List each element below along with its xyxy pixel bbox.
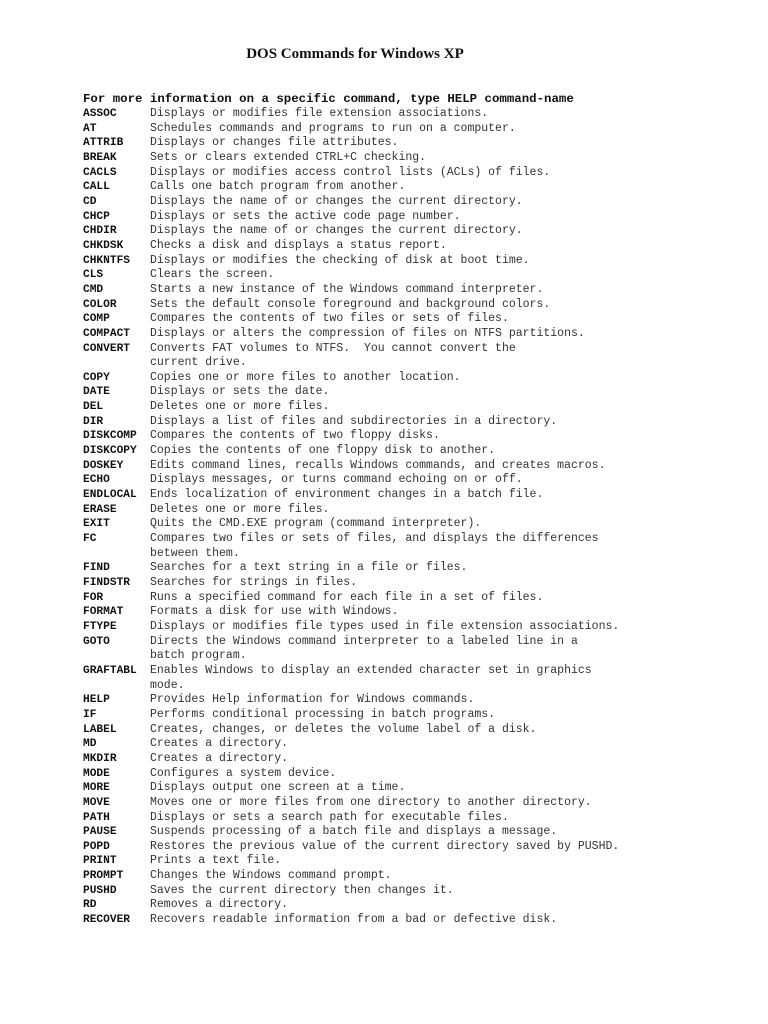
command-description: Schedules commands and programs to run on a computer.: [150, 121, 516, 135]
command-row: [83, 268, 723, 283]
command-name: PAUSE: [83, 826, 117, 839]
command-description: Checks a disk and displays a status report.: [150, 238, 447, 252]
command-description: Creates a directory.: [150, 751, 289, 765]
command-row: [83, 664, 723, 693]
command-name: CALL: [83, 181, 110, 194]
command-description: Clears the screen.: [150, 268, 275, 282]
command-description: Formats a disk for use with Windows.: [150, 605, 399, 619]
command-name: RECOVER: [83, 914, 130, 927]
command-row: [83, 298, 723, 313]
command-name: IF: [83, 708, 97, 721]
command-name: MOVE: [83, 796, 110, 809]
command-name: FINDSTR: [83, 577, 130, 589]
command-name: COMP: [83, 313, 110, 326]
command-description: Copies one or more files to another location.: [150, 370, 461, 384]
command-row: [83, 576, 723, 591]
command-name: LABEL: [83, 723, 117, 736]
command-name: MORE: [83, 782, 110, 795]
page-title: DOS Commands for Windows XP: [246, 46, 464, 62]
command-row: [83, 107, 723, 122]
command-name: COPY: [83, 371, 110, 384]
command-row: [83, 532, 723, 561]
command-row: [83, 342, 723, 371]
command-name: CD: [83, 195, 97, 208]
command-description: Saves the current directory then changes it.: [150, 883, 454, 897]
command-name: CHDIR: [83, 225, 117, 238]
command-name: DOSKEY: [83, 459, 124, 472]
command-name: EXIT: [83, 518, 110, 531]
command-name: MODE: [83, 767, 110, 780]
command-description: Sets the default console foreground and background colors.: [150, 297, 551, 311]
command-description: Quits the CMD.EXE program (command interpreter).: [150, 517, 482, 531]
command-description: Creates, changes, or deletes the volume label of a disk.: [150, 722, 537, 736]
command-description: Displays or sets a search path for executable files.: [150, 810, 509, 824]
command-name: COLOR: [83, 298, 117, 311]
command-description: Moves one or more files from one directory to another directory.: [150, 795, 592, 809]
command-row: [83, 517, 723, 532]
command-description: Searches for a text string in a file or files.: [150, 561, 468, 575]
command-name: CMD: [83, 283, 104, 296]
command-name: COMPACT: [83, 327, 130, 340]
command-name: MD: [83, 738, 97, 751]
command-description: Compares two files or sets of files, and displays the differences between them.: [150, 532, 599, 560]
command-description: Displays the name of or changes the current directory.: [150, 224, 523, 238]
command-description: Creates a directory.: [150, 737, 289, 751]
command-description: Changes the Windows command prompt.: [150, 869, 392, 883]
command-name: PUSHD: [83, 884, 117, 897]
intro-line: For more information on a specific command, type HELP command-name: [83, 92, 574, 106]
command-row: [83, 371, 723, 386]
command-name: ENDLOCAL: [83, 489, 137, 502]
command-name: FTYPE: [83, 620, 117, 633]
command-description: Displays or modifies file types used in file extension associations.: [150, 619, 620, 633]
command-row: [83, 723, 723, 738]
command-row: [83, 752, 723, 767]
command-row: [83, 166, 723, 181]
command-row: [83, 781, 723, 796]
command-row: [83, 869, 723, 884]
command-name: RD: [83, 899, 97, 912]
command-row: [83, 737, 723, 752]
command-row: [83, 591, 723, 606]
command-description: Displays or sets the active code page number.: [150, 209, 461, 223]
command-description: Displays or modifies file extension associations.: [150, 107, 489, 120]
command-row: [83, 854, 723, 869]
command-name: GOTO: [83, 635, 110, 648]
command-row: [83, 327, 723, 342]
command-name: CONVERT: [83, 342, 130, 355]
command-description: Removes a directory.: [150, 898, 289, 912]
command-description: Ends localization of environment changes in a batch file.: [150, 488, 544, 502]
command-description: Compares the contents of two files or sets of files.: [150, 312, 509, 326]
command-description: Edits command lines, recalls Windows commands, and creates macros.: [150, 458, 606, 472]
command-name: FC: [83, 533, 97, 546]
command-name: AT: [83, 122, 97, 135]
command-name: CLS: [83, 269, 104, 282]
command-row: [83, 195, 723, 210]
command-row: [83, 635, 723, 664]
command-row: [83, 840, 723, 855]
command-description: Enables Windows to display an extended character set in graphics mode.: [150, 663, 592, 692]
command-row: [83, 767, 723, 782]
command-name: ATTRIB: [83, 137, 124, 150]
command-description: Recovers readable information from a bad or defective disk.: [150, 913, 558, 927]
command-row: [83, 400, 723, 415]
command-description: Performs conditional processing in batch programs.: [150, 707, 496, 721]
command-row: [83, 693, 723, 708]
command-description: Provides Help information for Windows commands.: [150, 693, 475, 707]
command-name: FOR: [83, 591, 104, 604]
command-description: Displays or changes file attributes.: [150, 136, 399, 150]
command-description: Deletes one or more files.: [150, 400, 330, 414]
command-description: Suspends processing of a batch file and displays a message.: [150, 825, 558, 839]
command-row: [83, 884, 723, 899]
command-row: [83, 122, 723, 137]
command-description: Configures a system device.: [150, 766, 337, 780]
command-row: [83, 913, 723, 928]
command-list: [83, 107, 723, 928]
command-description: Sets or clears extended CTRL+C checking.: [150, 150, 427, 164]
command-row: [83, 796, 723, 811]
command-name: DISKCOPY: [83, 445, 137, 458]
command-row: [83, 473, 723, 488]
command-name: CACLS: [83, 166, 117, 179]
command-description: Copies the contents of one floppy disk to another.: [150, 444, 496, 458]
command-description: Starts a new instance of the Windows command interpreter.: [150, 282, 544, 296]
command-name: DIR: [83, 415, 104, 428]
command-row: [83, 151, 723, 166]
command-name: DATE: [83, 386, 110, 399]
command-row: [83, 488, 723, 503]
command-description: Displays or alters the compression of files on NTFS partitions.: [150, 326, 585, 340]
command-name: MKDIR: [83, 752, 117, 765]
command-row: [83, 312, 723, 327]
command-description: Compares the contents of two floppy disks.: [150, 429, 440, 443]
command-description: Displays messages, or turns command echoing on or off.: [150, 473, 523, 487]
command-row: [83, 503, 723, 518]
command-row: [83, 385, 723, 400]
command-row: [83, 811, 723, 826]
command-name: HELP: [83, 694, 110, 707]
command-name: FIND: [83, 562, 110, 575]
command-description: Calls one batch program from another.: [150, 180, 406, 194]
command-name: DEL: [83, 401, 104, 414]
command-description: Restores the previous value of the current directory saved by PUSHD.: [150, 839, 620, 853]
command-row: [83, 708, 723, 723]
command-description: Searches for strings in files.: [150, 576, 358, 589]
command-row: [83, 239, 723, 254]
command-row: [83, 180, 723, 195]
command-name: CHKNTFS: [83, 254, 130, 267]
command-name: ASSOC: [83, 108, 117, 120]
command-description: Displays or sets the date.: [150, 385, 330, 399]
command-name: POPD: [83, 840, 110, 853]
command-row: [83, 210, 723, 225]
command-description: Displays a list of files and subdirectories in a directory.: [150, 414, 558, 428]
command-row: [83, 444, 723, 459]
command-row: [83, 136, 723, 151]
command-row: [83, 224, 723, 239]
command-row: [83, 825, 723, 840]
command-description: Displays output one screen at a time.: [150, 781, 406, 795]
command-name: ERASE: [83, 503, 117, 516]
command-name: PRINT: [83, 855, 117, 868]
command-description: Displays the name of or changes the current directory.: [150, 194, 523, 208]
command-description: Displays or modifies the checking of disk at boot time.: [150, 253, 530, 267]
command-row: [83, 459, 723, 474]
command-description: Runs a specified command for each file in a set of files.: [150, 590, 544, 604]
command-name: DISKCOMP: [83, 430, 137, 443]
command-row: [83, 415, 723, 430]
command-row: [83, 429, 723, 444]
command-name: GRAFTABL: [83, 664, 137, 677]
command-row: [83, 254, 723, 269]
command-name: CHCP: [83, 210, 110, 223]
command-description: Converts FAT volumes to NTFS. You cannot convert the current drive.: [150, 341, 516, 370]
command-description: Deletes one or more files.: [150, 502, 330, 516]
command-name: ECHO: [83, 474, 110, 487]
command-description: Displays or modifies access control lists (ACLs) of files.: [150, 165, 551, 179]
command-row: [83, 620, 723, 635]
command-name: FORMAT: [83, 606, 124, 619]
command-row: [83, 283, 723, 298]
command-description: Prints a text file.: [150, 854, 282, 868]
command-description: Directs the Windows command interpreter to a labeled line in a batch program.: [150, 634, 578, 663]
command-row: [83, 898, 723, 913]
command-name: CHKDSK: [83, 239, 124, 252]
command-name: PROMPT: [83, 870, 124, 883]
command-row: [83, 561, 723, 576]
command-row: [83, 605, 723, 620]
command-name: BREAK: [83, 151, 117, 164]
command-name: PATH: [83, 811, 110, 824]
